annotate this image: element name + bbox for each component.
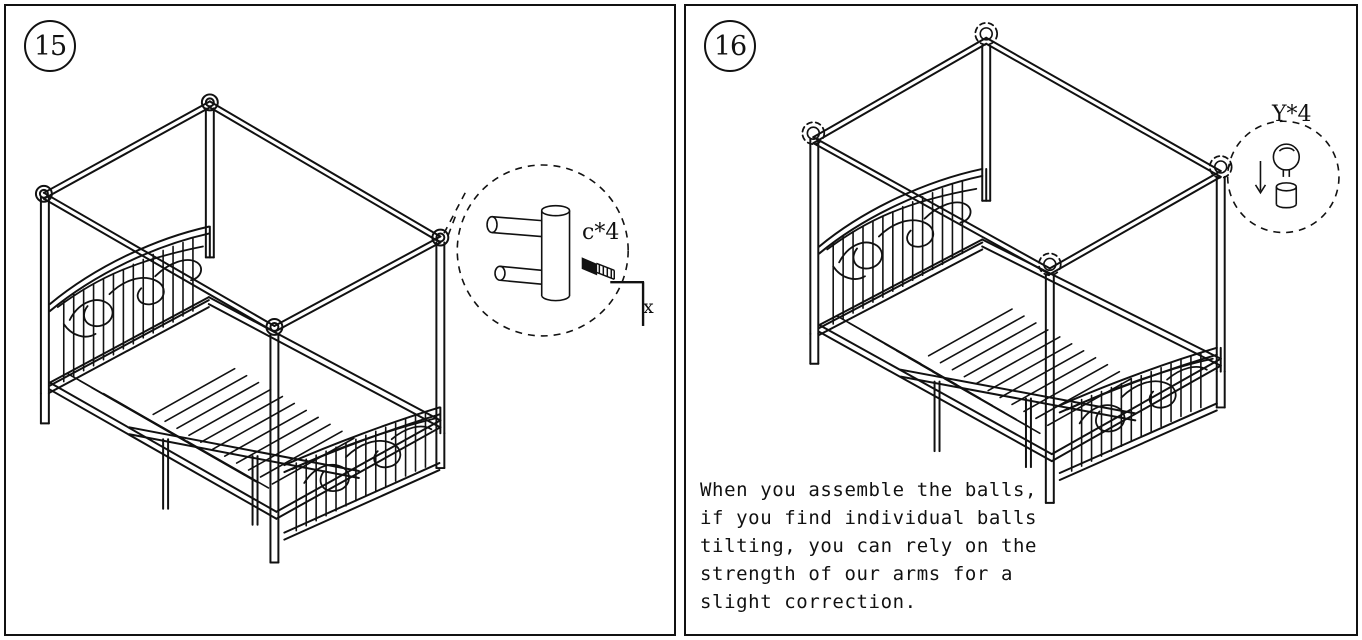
note-line: tilting, you can rely on the: [700, 535, 1038, 557]
note-line: slight correction.: [700, 591, 917, 613]
canopy-bed-frame-isometric: [6, 6, 674, 634]
note-line: if you find individual balls: [700, 507, 1038, 529]
step-panel-16: [684, 4, 1358, 636]
tool-label-x: x: [643, 296, 654, 318]
step-number-badge: 15: [24, 20, 76, 72]
part-label-y4: Y*4: [1272, 102, 1312, 127]
step-number-badge: 16: [704, 20, 756, 72]
step-panel-15: [4, 4, 676, 636]
assembly-note: [700, 476, 1120, 616]
note-line: strength of our arms for a: [700, 563, 1014, 585]
note-line: When you assemble the balls,: [700, 479, 1038, 501]
corner-post-screw-callout: [6, 6, 674, 634]
part-label-c4: c*4: [582, 220, 620, 245]
